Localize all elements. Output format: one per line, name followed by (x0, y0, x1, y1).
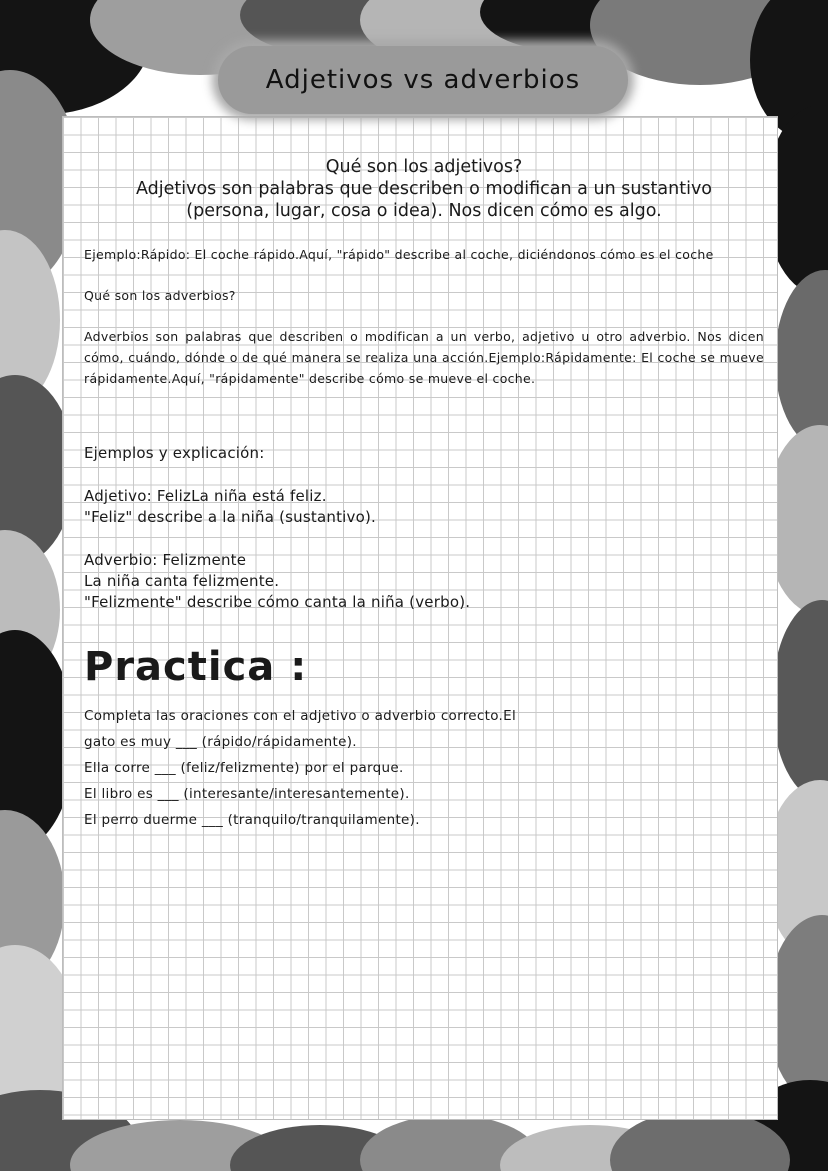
adjective-example-line-1: Adjetivo: FelizLa niña está feliz. (84, 487, 327, 505)
practice-list (84, 703, 764, 833)
practice-line: Completa las oraciones con el adjetivo o adverbio correcto.El (84, 708, 517, 724)
adverb-question: Qué son los adverbios? (84, 288, 236, 303)
adverb-example-line-3: "Felizmente" describe cómo canta la niña (verbo). (84, 593, 471, 611)
adverb-definition: Adverbios son palabras que describen o modifican a un verbo, adjetivo u otro adverbio. Nos dicen cómo, cuándo, dónde o de qué manera se realiza una acción.Ejemplo:Rápidamente: El coche se mueve rápidamente.Aquí, "rápidamente" describe cómo se mueve el coche. (84, 329, 764, 386)
practice-line: El perro duerme ___ (tranquilo/tranquilamente). (84, 812, 420, 828)
practice-line: gato es muy ___ (rápido/rápidamente). (84, 734, 357, 750)
adjective-definition-block (124, 156, 724, 222)
practice-title: Practica : (84, 644, 308, 690)
examples-heading: Ejemplos y explicación: (84, 444, 265, 462)
practice-line: Ella corre ___ (feliz/felizmente) por el parque. (84, 760, 404, 776)
adjective-example-line-2: "Feliz" describe a la niña (sustantivo). (84, 508, 376, 526)
adverb-example-line-2: La niña canta felizmente. (84, 572, 280, 590)
adjective-definition: Adjetivos son palabras que describen o modifican a un sustantivo (persona, lugar, cosa o idea). Nos dicen cómo es algo. (135, 179, 713, 221)
adjective-question: Qué son los adjetivos? (325, 157, 523, 177)
page-title: Adjetivos vs adverbios (265, 65, 581, 95)
worksheet-content (84, 156, 764, 833)
practice-line: El libro es ___ (interesante/interesantemente). (84, 786, 410, 802)
adjective-example: Ejemplo:Rápido: El coche rápido.Aquí, "rápido" describe al coche, diciéndonos cómo es el coche (84, 247, 714, 262)
adverb-example-line-1: Adverbio: Felizmente (84, 551, 247, 569)
title-banner (218, 46, 628, 114)
